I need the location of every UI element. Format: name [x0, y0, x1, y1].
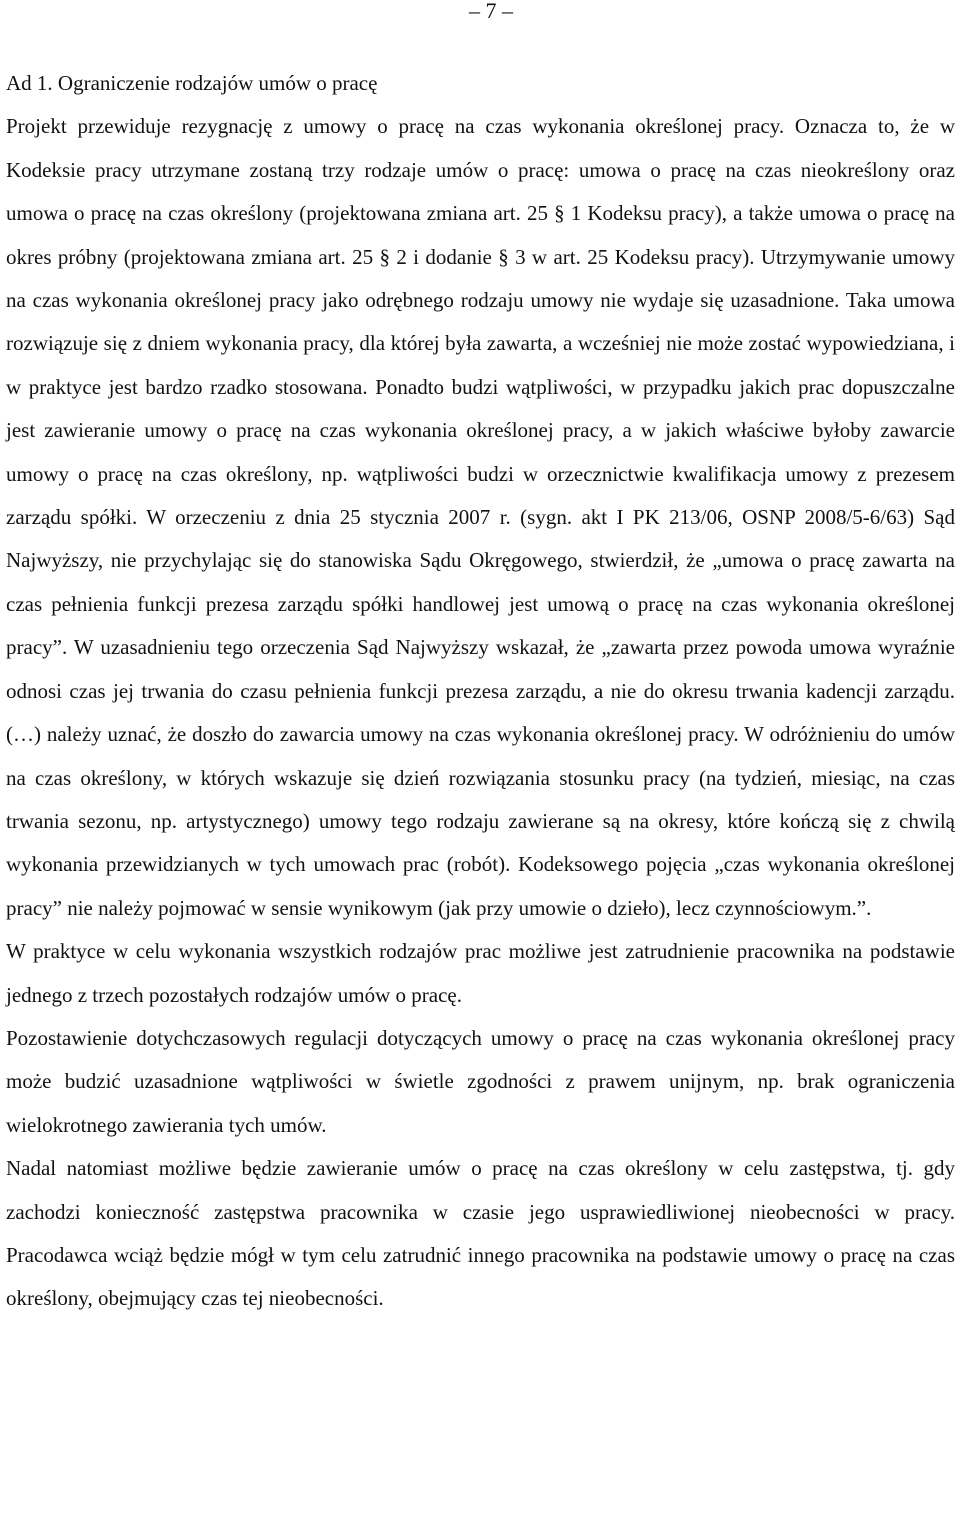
section-heading: Ad 1. Ograniczenie rodzajów umów o pracę [6, 71, 378, 95]
paragraph-contract-types: Projekt przewiduje rezygnację z umowy o pracę na czas wykonania określonej pracy. Oznacza to, że w Kodeksie pracy utrzymane zostaną trzy rodzaje umów o pracę: umowa o pracę na czas nieokreślony oraz umowa o pracę na czas określony (projektowana zmiana art. 25 § 1 Kodeksu pracy), a także umowa o pracę na okres próbny (projektowana zmiana art. 25 § 2 i dodanie § 3 w art. 25 Kodeksu pracy). Utrzymywanie umowy na czas wykonania określonej pracy jako odrębnego rodzaju umowy nie wydaje się uzasadnione. Taka umowa rozwiązuje się z dniem wykonania pracy, dla której była zawarta, a wcześniej nie może zostać wypowiedziana, i w praktyce jest bardzo rzadko stosowana. Ponadto budzi wątpliwości, w przypadku jakich prac dopuszczalne jest zawieranie umowy o pracę na czas wykonania określonej pracy, a w jakich właściwe byłoby zawarcie umowy o pracę na czas określony, np. wątpliwości budzi w orzecznictwie kwalifikacja umowy z prezesem zarządu spółki. W orzeczeniu z dnia 25 stycznia 2007 r. (sygn. akt I PK 213/06, OSNP 2008/5-6/63) Sąd Najwyższy, nie przychylając się do stanowiska Sądu Okręgowego, stwierdził, że „umowa o pracę zawarta na czas pełnienia funkcji prezesa zarządu spółki handlowej jest umową o pracę na czas wykonania określonej pracy”. W uzasadnieniu tego orzeczenia Sąd Najwyższy wskazał, że „zawarta przez powoda umowa wyraźnie odnosi czas jej trwania do czasu pełnienia funkcji prezesa zarządu, a nie do okresu trwania kadencji zarządu. (…) należy uznać, że doszło do zawarcia umowy na czas wykonania określonej pracy. W odróżnieniu do umów na czas określony, w których wskazuje się dzień rozwiązania stosunku pracy (na tydzień, miesiąc, na czas trwania sezonu, np. artystycznego) umowy tego rodzaju zawierane są na okresy, które kończą się z chwilą wykonania przewidzianych w tych umowach prac (robót). Kodeksowego pojęcia „czas wykonania określonej pracy” nie należy pojmować w sensie wynikowym (jak przy umowie o dzieło), lecz czynnościowym.”. [6, 114, 955, 920]
page-number: – 7 – [469, 0, 513, 23]
paragraph-practice: W praktyce w celu wykonania wszystkich rodzajów prac możliwe jest zatrudnienie pracownika na podstawie jednego z trzech pozostałych rodzajów umów o pracę. [6, 939, 955, 1007]
paragraph-substitution: Nadal natomiast możliwe będzie zawieranie umów o pracę na czas określony w celu zastępstwa, tj. gdy zachodzi konieczność zastępstwa pracownika w czasie jego usprawiedliwionej nieobecności w pracy. Pracodawca wciąż będzie mógł w tym celu zatrudnić innego pracownika na podstawie umowy o pracę na czas określony, obejmujący czas tej nieobecności. [6, 1156, 955, 1311]
paragraph-eu-law: Pozostawienie dotychczasowych regulacji dotyczących umowy o pracę na czas wykonania określonej pracy może budzić uzasadnione wątpliwości w świetle zgodności z prawem unijnym, np. brak ograniczenia wielokrotnego zawierania tych umów. [6, 1025, 955, 1137]
document-body [6, 62, 955, 1321]
